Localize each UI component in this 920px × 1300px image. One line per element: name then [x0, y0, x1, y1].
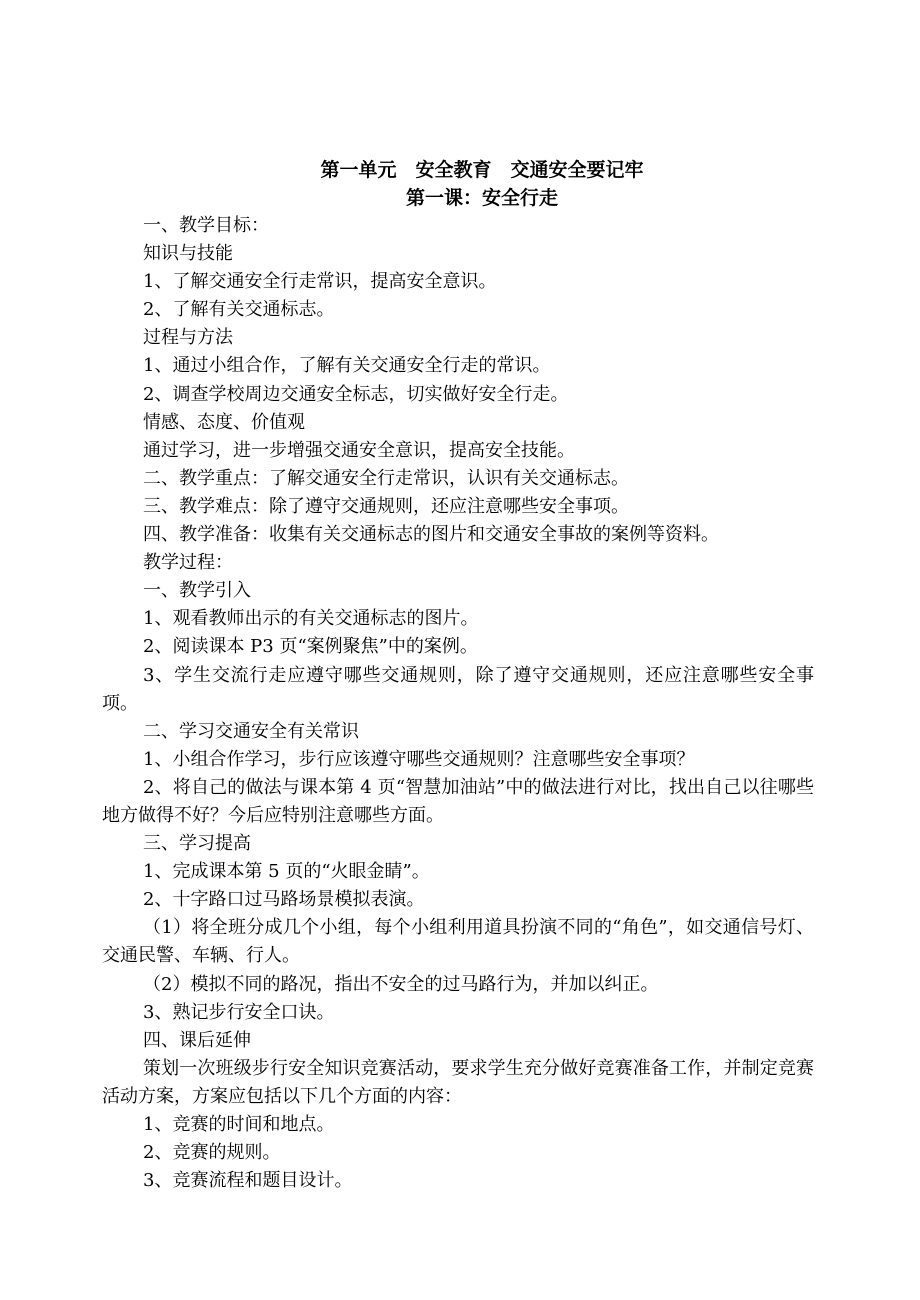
list-item: 1、观看教师出示的有关交通标志的图片。	[143, 608, 479, 630]
list-item: 2、调查学校周边交通安全标志，切实做好安全行走。	[143, 383, 569, 405]
list-item: 1、了解交通安全行走常识，提高安全意识。	[143, 271, 497, 293]
unit-title: 第一单元 安全教育 交通安全要记牢	[320, 159, 644, 181]
subheading-knowledge-skills: 知识与技能	[143, 243, 233, 265]
subheading-emotion-attitude-values: 情感、态度、价值观	[143, 411, 305, 433]
paragraph: 策划一次班级步行安全知识竞赛活动，要求学生充分做好竞赛准备工作，并制定竞赛活动方案，方案应包括以下几个方面的内容：	[102, 1057, 814, 1107]
document-body	[102, 212, 814, 1195]
list-item: 2、阅读课本 P3 页“案例聚焦”中的案例。	[143, 636, 478, 658]
sub-list-item: （2）模拟不同的路况，指出不安全的过马路行为，并加以纠正。	[143, 973, 659, 995]
subheading-teaching-process: 教学过程：	[143, 552, 233, 574]
section-heading-objectives: 一、教学目标：	[143, 215, 269, 236]
list-item: 2、将自己的做法与课本第 4 页“智慧加油站”中的做法进行对比，找出自己以往哪些地方做得不好？今后应特别注意哪些方面。	[102, 776, 814, 826]
list-item: 1、竞赛的时间和地点。	[143, 1114, 335, 1135]
list-item: 1、通过小组合作，了解有关交通安全行走的常识。	[143, 355, 551, 377]
lesson-title: 第一课：安全行走	[405, 187, 558, 209]
section-heading-introduction: 一、教学引入	[143, 580, 251, 602]
list-item: 3、竞赛流程和题目设计。	[143, 1170, 353, 1192]
section-heading-common-knowledge: 二、学习交通安全有关常识	[143, 720, 359, 742]
list-item: 1、小组合作学习，步行应该遵守哪些交通规则？注意哪些安全事项？	[143, 748, 695, 770]
paragraph: 通过学习，进一步增强交通安全意识，提高安全技能。	[143, 439, 575, 461]
list-item: 2、竞赛的规则。	[143, 1142, 281, 1164]
section-heading-key-points: 二、教学重点：了解交通安全行走常识，认识有关交通标志。	[143, 467, 629, 489]
list-item: 3、熟记步行安全口诀。	[143, 1001, 335, 1023]
section-heading-preparation: 四、教学准备：收集有关交通标志的图片和交通安全事故的案例等资料。	[143, 524, 719, 546]
section-heading-extension: 四、课后延伸	[143, 1029, 251, 1051]
sub-list-item: （1）将全班分成几个小组，每个小组利用道具扮演不同的“角色”，如交通信号灯、交通民警、车辆、行人。	[102, 917, 814, 967]
subheading-process-methods: 过程与方法	[143, 327, 233, 349]
list-item: 2、了解有关交通标志。	[143, 299, 335, 321]
list-item: 1、完成课本第 5 页的“火眼金睛”。	[143, 861, 430, 883]
list-item: 2、十字路口过马路场景模拟表演。	[143, 889, 425, 911]
list-item: 3、学生交流行走应遵守哪些交通规则，除了遵守交通规则，还应注意哪些安全事项。	[102, 664, 814, 714]
section-heading-difficulties: 三、教学难点：除了遵守交通规则，还应注意哪些安全事项。	[143, 495, 629, 517]
section-heading-improvement: 三、学习提高	[143, 833, 251, 855]
